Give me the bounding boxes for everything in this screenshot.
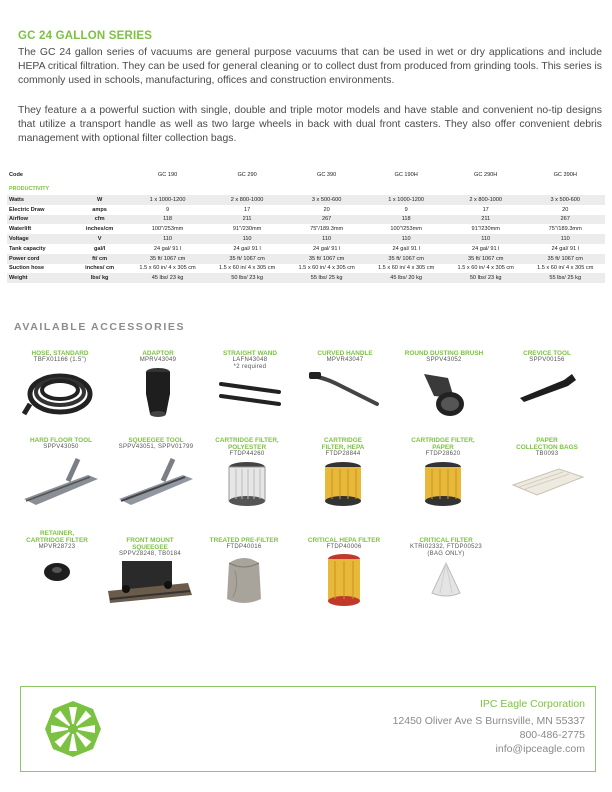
spec-unit: lbs/ kg <box>71 273 127 283</box>
spec-value: 45 lbs/ 23 kg <box>128 273 208 283</box>
accessory-name: PAPER <box>432 444 454 452</box>
spec-value: 24 gal/ 91 l <box>472 245 500 252</box>
spec-value: 110 <box>446 234 526 244</box>
spec-value: 35 ft/ 1067 cm <box>525 254 605 264</box>
features-paragraph: They feature a a powerful suction with single, double and triple motor models and have stable and convenient no-tip designs that utilize a transport handle as well as two large wheels in back with dual front casters. They also offer convenient debris management with optional filter collection bags. <box>18 105 602 145</box>
specs-code-label: Code <box>9 172 23 178</box>
accessory-hose <box>18 350 102 420</box>
spec-value: 9 <box>166 206 170 213</box>
accessory-name: ADAPTOR <box>142 350 174 357</box>
spec-value: 55 lbs/ 25 kg <box>287 273 367 283</box>
accessory-straight-wand <box>210 350 290 412</box>
accessory-name: CARTRIDGE FILTER, <box>215 437 279 444</box>
footer-contact <box>20 686 596 772</box>
accessory-code: MPVR28723 <box>38 544 76 551</box>
pre-filter-icon <box>219 551 269 607</box>
spec-value: 50 lbs/ 23 kg <box>446 273 526 283</box>
accessory-note: (BAG ONLY) <box>427 551 465 558</box>
spec-value: 75"/189.3mm <box>310 226 344 233</box>
spec-value: 35 ft/ 1067 cm <box>207 254 287 264</box>
spec-value: 75"/189.3mm <box>548 226 582 233</box>
spec-value: 24 gal/ 91 l <box>233 245 261 252</box>
spec-unit: amps <box>92 206 107 213</box>
specs-row <box>7 224 605 234</box>
accessory-code: TBFX01166 (1.5") <box>33 357 87 364</box>
spec-value: 2 x 800-1000 <box>207 195 287 205</box>
accessory-adaptor <box>110 350 206 420</box>
accessory-code: FTDP28844 <box>325 451 361 458</box>
spec-value: 110 <box>128 234 208 244</box>
accessory-critical-hepa <box>296 537 392 609</box>
accessory-code: SPPV43050 <box>43 444 79 451</box>
accessory-name: POLYESTER <box>227 444 267 452</box>
spec-label: Suction hose <box>9 265 45 272</box>
accessory-name: CREVICE TOOL <box>523 350 571 357</box>
accessory-name: PAPER <box>536 437 558 444</box>
spec-label: Airflow <box>7 215 71 225</box>
spec-value: 45 lbs/ 20 kg <box>366 273 446 283</box>
specs-row <box>7 254 605 264</box>
contact-details <box>393 714 585 756</box>
phone: 800-486-2775 <box>519 729 585 741</box>
accessory-code: FTDP40006 <box>326 544 362 551</box>
spec-label: Weight <box>7 273 71 283</box>
spec-value: 211 <box>207 215 287 225</box>
accessory-name: CARTRIDGE FILTER <box>26 537 88 545</box>
polyester-filter-icon <box>222 459 272 509</box>
accessory-name: TREATED PRE-FILTER <box>209 537 279 544</box>
spec-value: 211 <box>446 215 526 225</box>
model-header: GC 290H <box>474 172 498 178</box>
accessory-code: MPVR43047 <box>326 357 364 364</box>
address: 12450 Oliver Ave S Burnsville, MN 55337 <box>392 715 585 727</box>
spec-value: 35 ft/ 1067 cm <box>128 254 208 264</box>
page-title: GC 24 GALLON SERIES <box>18 30 153 42</box>
spec-unit: gal/l <box>94 245 106 252</box>
spec-value: 1.5 x 60 in/ 4 x 305 cm <box>537 265 594 272</box>
spec-value: 20 <box>562 206 569 213</box>
spec-value: 100"/253mm <box>390 226 422 233</box>
spec-value: 24 gal/ 91 l <box>551 245 579 252</box>
spec-value: 35 ft/ 1067 cm <box>366 254 446 264</box>
accessory-code: FTDP40016 <box>226 544 262 551</box>
spec-label: Watts <box>7 195 71 205</box>
squeegee-tool-icon <box>113 451 199 507</box>
accessory-code: KTRI02332, FTDP00523 <box>409 544 483 551</box>
spec-value: 1.5 x 60 in/ 4 x 305 cm <box>298 265 355 272</box>
spec-value: 3 x 500-600 <box>525 195 605 205</box>
spec-value: 24 gal/ 91 l <box>312 245 341 252</box>
paper-cartridge-icon <box>418 459 468 509</box>
dusting-brush-icon <box>414 364 474 420</box>
spec-value: 110 <box>287 234 367 244</box>
spec-value: 91"/230mm <box>232 226 262 233</box>
specs-row <box>7 215 605 225</box>
spec-value: 2 x 800-1000 <box>446 195 526 205</box>
accessory-hepa-cartridge <box>300 437 386 509</box>
specs-header-row <box>7 167 605 183</box>
specs-row <box>7 234 605 244</box>
specs-row <box>7 264 605 274</box>
spec-value: 110 <box>525 234 605 244</box>
spec-value: 110 <box>366 234 446 244</box>
model-header: GC 190 <box>157 172 178 178</box>
accessory-crevice-tool <box>500 350 594 404</box>
model-header: GC 390H <box>553 172 577 178</box>
spec-unit: V <box>71 234 127 244</box>
accessory-name: CURVED HANDLE <box>317 350 373 357</box>
spec-value: 267 <box>287 215 367 225</box>
spec-value: 118 <box>128 215 208 225</box>
section-label: PRODUCTIVITY <box>9 186 50 192</box>
adaptor-icon <box>138 364 178 420</box>
spec-value: 267 <box>525 215 605 225</box>
spec-value: 35 ft/ 1067 cm <box>446 254 526 264</box>
spec-value: 1.5 x 60 in/ 4 x 305 cm <box>218 265 276 272</box>
spec-label: Electric Draw <box>9 206 45 213</box>
spec-value: 9 <box>404 206 408 213</box>
accessory-code: SPPV28248, TB0184 <box>118 551 182 558</box>
accessory-hard-floor-tool <box>16 437 106 507</box>
accessory-name: HOSE, STANDARD <box>31 350 89 357</box>
hepa-cartridge-icon <box>318 459 368 509</box>
accessory-name: COLLECTION BAGS <box>516 444 578 452</box>
spec-unit: cfm <box>71 215 127 225</box>
spec-value: 35 ft/ 1067 cm <box>287 254 367 264</box>
specs-table <box>7 167 605 283</box>
accessory-polyester-filter <box>204 437 290 509</box>
company-name: IPC Eagle Corporation <box>479 698 585 710</box>
coiled-hose-icon <box>20 364 100 420</box>
model-header: GC 390 <box>316 172 337 178</box>
spec-value: 100"/253mm <box>151 226 184 233</box>
spec-value: 24 gal/ 91 l <box>392 245 420 252</box>
spec-unit: ft/ cm <box>71 254 127 264</box>
intro-paragraph: The GC 24 gallon series of vacuums are general purpose vacuums that can be used in wet or dry applications and include HEPA critical filtration. They can be used for general cleaning or to collect dust from produced from grinding tools. This series is commonly used in schools, manufacturing, offices and construction environments. <box>18 47 602 87</box>
accessory-code: SPPV43051, SPPV01799 <box>118 444 194 451</box>
specs-row <box>7 273 605 283</box>
accessory-retainer <box>14 530 100 586</box>
spec-value: 17 <box>243 206 251 213</box>
accessory-code: SPPV00156 <box>529 357 565 364</box>
accessory-dusting-brush <box>392 350 496 420</box>
accessory-name: FILTER, HEPA <box>321 444 365 452</box>
spec-value: 50 lbs/ 23 kg <box>207 273 287 283</box>
accessory-code: LAFN43048 <box>232 357 268 364</box>
accessories-heading: AVAILABLE ACCESSORIES <box>14 321 186 333</box>
specs-section-row <box>7 183 605 195</box>
retainer-icon <box>37 552 77 586</box>
accessory-code: TB0093 <box>535 451 559 458</box>
accessory-name: RETAINER, <box>40 530 74 537</box>
accessory-critical-filter <box>400 537 492 599</box>
wand-icon <box>215 372 285 412</box>
accessory-paper-bags <box>500 437 594 499</box>
accessory-code: FTDP44260 <box>229 451 265 458</box>
accessory-curved-handle <box>300 350 390 408</box>
specs-unit-cell <box>71 167 127 183</box>
spec-label: Power cord <box>7 254 71 264</box>
spec-value: 24 gal/ 91 l <box>153 245 182 252</box>
accessory-name: HARD FLOOR TOOL <box>29 437 92 444</box>
accessory-name: SQUEEGEE TOOL <box>128 437 184 444</box>
ipc-eagle-logo-icon <box>43 699 103 759</box>
spec-value: 17 <box>482 206 489 213</box>
spec-unit: W <box>71 195 127 205</box>
spec-value: 1.5 x 60 in/ 4 x 305 cm <box>139 265 196 272</box>
critical-hepa-icon <box>319 551 369 609</box>
spec-unit: inches/cm <box>85 226 114 233</box>
accessory-paper-cartridge <box>398 437 488 509</box>
accessory-squeegee-tool <box>108 437 204 507</box>
spec-value: 1 x 1000-1200 <box>128 195 208 205</box>
specs-row <box>7 205 605 215</box>
spec-value: 1.5 x 60 in/ 4 x 305 cm <box>457 265 514 272</box>
spec-label: Waterlift <box>9 226 32 233</box>
spec-label: Voltage <box>7 234 71 244</box>
accessory-front-squeegee <box>100 537 200 607</box>
accessory-code: FTDP28620 <box>425 451 461 458</box>
accessory-name: CARTRIDGE FILTER, <box>411 437 475 444</box>
model-header: GC 290 <box>237 172 257 178</box>
accessory-name: STRAIGHT WAND <box>223 350 277 357</box>
spec-value: 3 x 500-600 <box>287 195 367 205</box>
spec-value: 91"/230mm <box>471 226 500 233</box>
critical-filter-bag-icon <box>426 559 466 599</box>
accessory-name: FRONT MOUNT <box>126 537 174 544</box>
accessory-code: SPPV43052 <box>426 357 462 364</box>
accessory-note: *2 required <box>233 364 267 371</box>
specs-row <box>7 244 605 254</box>
accessory-name: SQUEEGEE <box>132 544 168 552</box>
spec-value: 1.5 x 60 in/ 4 x 305 cm <box>378 265 435 272</box>
spec-value: 110 <box>207 234 287 244</box>
spec-value: 55 lbs/ 25 kg <box>525 273 605 283</box>
accessory-name: CRITICAL FILTER <box>419 537 473 544</box>
accessory-name: ROUND DUSTING BRUSH <box>404 350 484 357</box>
floor-tool-icon <box>18 451 104 507</box>
crevice-tool-icon <box>512 364 582 404</box>
accessory-name: CARTRIDGE <box>324 437 362 444</box>
paper-bags-icon <box>507 459 587 499</box>
email-link[interactable]: info@ipceagle.com <box>495 743 585 755</box>
spec-unit: inches/ cm <box>85 265 115 272</box>
specs-row <box>7 195 605 205</box>
spec-value: 118 <box>366 215 446 225</box>
spec-value: 1 x 1000-1200 <box>366 195 446 205</box>
spec-value: 20 <box>323 206 330 213</box>
curved-handle-icon <box>305 364 385 408</box>
accessory-code: MPRV43049 <box>139 357 177 364</box>
front-squeegee-icon <box>102 559 198 607</box>
model-header: GC 190H <box>394 172 418 178</box>
accessory-pre-filter <box>196 537 292 607</box>
spec-label: Tank capacity <box>9 245 46 252</box>
accessory-name: CRITICAL HEPA FILTER <box>307 537 381 544</box>
